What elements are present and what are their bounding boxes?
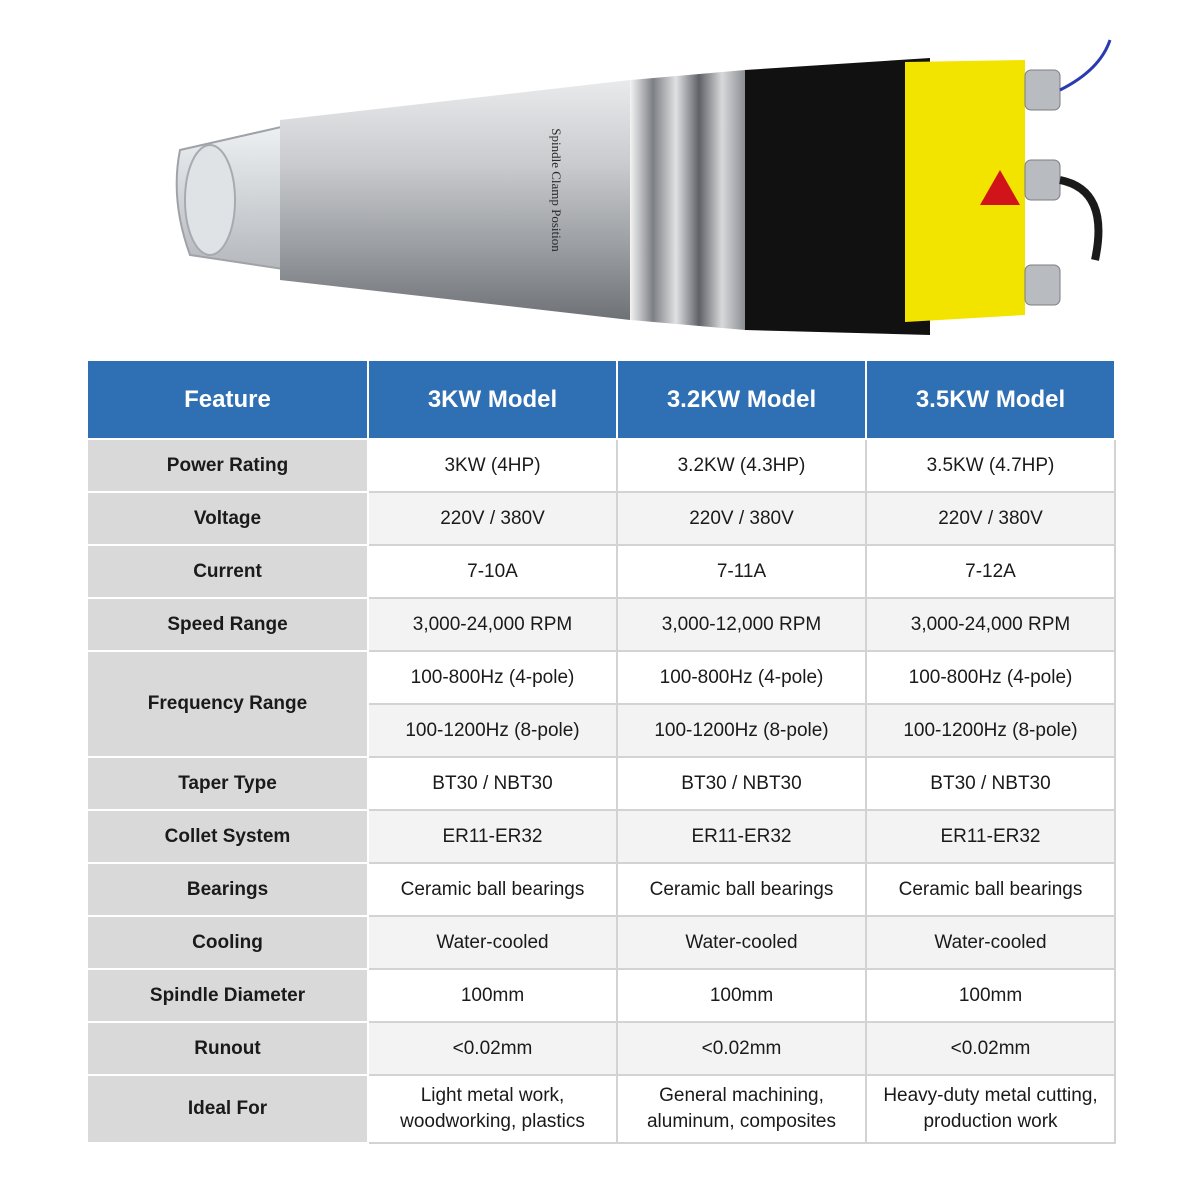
table-row <box>87 810 1115 863</box>
table-row <box>87 916 1115 969</box>
row-label-ideal-for: Ideal For <box>87 1075 368 1143</box>
spindle-chrome-ring <box>630 70 745 330</box>
cell-value: <0.02mm <box>368 1022 617 1075</box>
cell-value: 100-800Hz (4-pole) <box>617 651 866 704</box>
table-row <box>87 439 1115 492</box>
table-row <box>87 757 1115 810</box>
cell-value: BT30 / NBT30 <box>368 757 617 810</box>
cell-value: Ceramic ball bearings <box>368 863 617 916</box>
table-row <box>87 545 1115 598</box>
table-row <box>87 1022 1115 1075</box>
row-label-taper-type: Taper Type <box>87 757 368 810</box>
cell-value: 100-1200Hz (8-pole) <box>368 704 617 757</box>
column-header-3-2kw: 3.2KW Model <box>617 360 866 439</box>
row-label-spindle-diameter: Spindle Diameter <box>87 969 368 1022</box>
cell-value: Ceramic ball bearings <box>617 863 866 916</box>
cell-value: 7-12A <box>866 545 1115 598</box>
cell-value: 3,000-24,000 RPM <box>866 598 1115 651</box>
cell-value: BT30 / NBT30 <box>866 757 1115 810</box>
cell-value: 100mm <box>368 969 617 1022</box>
cell-value: 100-800Hz (4-pole) <box>866 651 1115 704</box>
table-row <box>87 863 1115 916</box>
table-header-row <box>87 360 1115 439</box>
table-row <box>87 1075 1115 1143</box>
row-label-cooling: Cooling <box>87 916 368 969</box>
table-row <box>87 598 1115 651</box>
cell-value: BT30 / NBT30 <box>617 757 866 810</box>
cell-value: General machining, aluminum, composites <box>617 1075 866 1143</box>
cell-value: Heavy-duty metal cutting, production work <box>866 1075 1115 1143</box>
cell-value: Water-cooled <box>368 916 617 969</box>
cell-value: 220V / 380V <box>617 492 866 545</box>
column-header-3kw: 3KW Model <box>368 360 617 439</box>
row-label-current: Current <box>87 545 368 598</box>
row-label-voltage: Voltage <box>87 492 368 545</box>
cell-value: ER11-ER32 <box>368 810 617 863</box>
cell-value: Light metal work, woodworking, plastics <box>368 1075 617 1143</box>
table-row <box>87 492 1115 545</box>
cell-value: 3.5KW (4.7HP) <box>866 439 1115 492</box>
row-label-speed-range: Speed Range <box>87 598 368 651</box>
cell-value: Ceramic ball bearings <box>866 863 1115 916</box>
cell-value: 100-1200Hz (8-pole) <box>866 704 1115 757</box>
spindle-clamp-label: Spindle Clamp Position <box>549 128 564 252</box>
cell-value: <0.02mm <box>866 1022 1115 1075</box>
table-row <box>87 651 1115 704</box>
spindle-motor-photo <box>150 30 1130 350</box>
row-label-frequency-range: Frequency Range <box>87 651 368 757</box>
cell-value: 3,000-24,000 RPM <box>368 598 617 651</box>
cable-connectors <box>1025 40 1110 305</box>
cell-value: 100-800Hz (4-pole) <box>368 651 617 704</box>
cell-value: <0.02mm <box>617 1022 866 1075</box>
cell-value: 100-1200Hz (8-pole) <box>617 704 866 757</box>
row-label-bearings: Bearings <box>87 863 368 916</box>
table-row <box>87 969 1115 1022</box>
cell-value: 7-11A <box>617 545 866 598</box>
cell-value: 3,000-12,000 RPM <box>617 598 866 651</box>
spindle-body <box>280 80 630 320</box>
cell-value: ER11-ER32 <box>866 810 1115 863</box>
row-label-power-rating: Power Rating <box>87 439 368 492</box>
spec-comparison-table <box>86 359 1116 1144</box>
spindle-nose <box>177 125 290 270</box>
cell-value: ER11-ER32 <box>617 810 866 863</box>
spindle-end-cap <box>745 58 930 335</box>
column-header-3-5kw: 3.5KW Model <box>866 360 1115 439</box>
cell-value: 220V / 380V <box>368 492 617 545</box>
cell-value: 220V / 380V <box>866 492 1115 545</box>
warning-label <box>905 60 1025 322</box>
cell-value: Water-cooled <box>617 916 866 969</box>
cell-value: 100mm <box>866 969 1115 1022</box>
cell-value: 3KW (4HP) <box>368 439 617 492</box>
cell-value: 100mm <box>617 969 866 1022</box>
cell-value: 3.2KW (4.3HP) <box>617 439 866 492</box>
row-label-collet-system: Collet System <box>87 810 368 863</box>
cell-value: Water-cooled <box>866 916 1115 969</box>
column-header-feature: Feature <box>87 360 368 439</box>
cell-value: 7-10A <box>368 545 617 598</box>
row-label-runout: Runout <box>87 1022 368 1075</box>
